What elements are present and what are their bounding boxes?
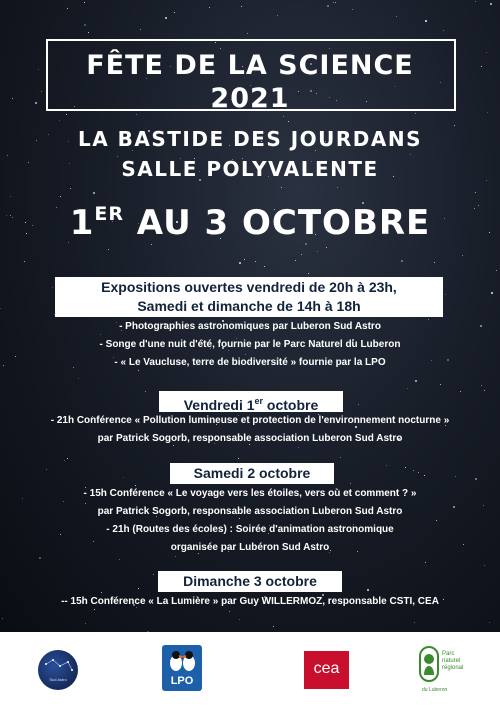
dimanche-item: -- 15h Conférence « La Lumière » par Guy WILLERMOZ, responsable CSTI, CEA [61, 596, 439, 607]
star [239, 262, 241, 264]
star [123, 477, 124, 478]
star [475, 1, 476, 2]
expo-heading-line2: Samedi et dimanche de 14h à 18h [137, 298, 361, 314]
star [335, 2, 336, 3]
star [481, 385, 482, 386]
dates-day: 1 [69, 203, 95, 243]
star [445, 294, 446, 295]
star [59, 120, 60, 121]
star [174, 12, 175, 13]
star [85, 503, 86, 504]
star [288, 121, 289, 122]
star [7, 155, 8, 156]
star [239, 619, 240, 620]
event-year: 2021 [210, 83, 290, 114]
star [273, 626, 274, 627]
vendredi-heading-main: Vendredi 1 [183, 397, 255, 413]
star [67, 458, 68, 459]
star [64, 460, 65, 461]
star [135, 485, 136, 486]
star [367, 589, 369, 591]
star [24, 261, 25, 262]
star [153, 574, 154, 575]
star [67, 8, 68, 9]
star [401, 260, 403, 262]
star [475, 192, 476, 193]
star [241, 6, 242, 7]
star [46, 469, 47, 470]
star [66, 114, 67, 115]
event-title: FÊTE DE LA SCIENCE [86, 50, 414, 81]
star [244, 259, 245, 260]
star [443, 30, 444, 31]
star [350, 483, 351, 484]
vendredi-heading-sup: er [254, 396, 264, 406]
star [434, 262, 435, 263]
vendredi-heading [159, 391, 343, 412]
cea-text: cea [313, 660, 340, 677]
star [396, 16, 397, 17]
dates-sup: ER [94, 203, 124, 225]
constellation-icon [38, 650, 78, 690]
star [245, 354, 246, 355]
dates-rest: AU 3 OCTOBRE [123, 203, 431, 243]
star [0, 308, 1, 309]
vendredi-item: par Patrick Sogorb, responsable association Luberon Sud Astro [97, 433, 403, 444]
star [108, 249, 109, 250]
star [52, 287, 53, 288]
star [484, 565, 485, 566]
star [301, 254, 302, 255]
star [454, 125, 455, 126]
parc-text-line2: naturel [442, 658, 461, 664]
star [238, 458, 239, 459]
expo-item: - « Le Vaucluse, terre de biodiversité » fournie par la LPO [114, 357, 386, 368]
star [355, 426, 357, 428]
expo-heading-line1: Expositions ouvertes vendredi de 20h à 23h, [101, 279, 397, 295]
star [440, 384, 441, 385]
star [281, 187, 282, 188]
star [415, 380, 417, 382]
parc-luberon-logo [418, 641, 464, 699]
expo-heading-box [55, 277, 443, 317]
samedi-item: organisée par Lubéron Sud Astro [170, 542, 330, 553]
star [264, 266, 265, 267]
star [317, 251, 318, 252]
vendredi-heading-end: octobre [263, 397, 319, 413]
expo-item: - Photographies astronomiques par Luberon Sud Astro [119, 321, 381, 332]
star [136, 607, 137, 608]
parc-text-line4: du Luberon [422, 687, 448, 693]
star [305, 243, 307, 245]
dimanche-heading: Dimanche 3 octobre [158, 571, 342, 592]
star [436, 520, 437, 521]
lpo-logo [162, 645, 202, 691]
star [239, 518, 240, 519]
star [490, 3, 492, 5]
star [407, 388, 408, 389]
star [425, 562, 426, 563]
tree-icon [418, 645, 440, 685]
star [496, 270, 497, 271]
location-town: LA BASTIDE DES JOURDANS [77, 127, 423, 151]
star [119, 559, 120, 560]
star [405, 467, 406, 468]
samedi-item: - 15h Conférence « Le voyage vers les étoiles, vers où et comment ? » [83, 488, 417, 499]
samedi-item: par Patrick Sogorb, responsable association Luberon Sud Astro [97, 506, 403, 517]
star [352, 9, 353, 10]
star [10, 196, 11, 197]
star [460, 391, 461, 392]
star [140, 29, 141, 30]
star [255, 261, 256, 262]
parc-text-line1: Parc [442, 651, 455, 657]
star [78, 378, 79, 379]
star [386, 465, 387, 466]
expo-item: - Songe d'une nuit d'été, fournie par le Parc Naturel du Luberon [99, 339, 401, 350]
star [413, 470, 414, 471]
star [277, 15, 278, 16]
star [333, 2, 334, 3]
star [462, 255, 463, 256]
star [138, 588, 139, 589]
star [101, 592, 102, 593]
star [209, 7, 210, 8]
star [418, 472, 419, 473]
lpo-text: LPO [170, 675, 194, 687]
star [283, 116, 284, 117]
star [84, 2, 85, 3]
puffin-icon [162, 645, 202, 675]
star [138, 370, 139, 371]
star [489, 622, 490, 623]
star [484, 390, 485, 391]
samedi-heading: Samedi 2 octobre [170, 463, 334, 484]
parc-text-line3: régional [442, 665, 464, 671]
star [2, 618, 3, 619]
star [327, 5, 329, 7]
cea-logo [304, 651, 349, 689]
parc-text [442, 651, 463, 672]
star [84, 24, 86, 26]
star [491, 292, 493, 294]
star [165, 17, 167, 19]
star [414, 622, 415, 623]
star [247, 33, 248, 34]
star [455, 476, 456, 477]
star [326, 247, 327, 248]
event-dates [0, 203, 500, 243]
samedi-item: - 21h (Routes des écoles) : Soirée d'animation astronomique [106, 524, 394, 535]
star [358, 404, 359, 405]
star [425, 20, 427, 22]
star [410, 154, 411, 155]
partner-logos-bar [0, 632, 500, 706]
luberon-sud-astro-logo [38, 650, 78, 690]
lsa-text: Sud Astro [49, 677, 67, 682]
star [151, 244, 152, 245]
star [100, 334, 101, 335]
star [88, 32, 89, 33]
star [63, 501, 64, 502]
star [298, 447, 299, 448]
star [173, 445, 174, 446]
star [85, 623, 86, 624]
star [60, 196, 61, 197]
star [70, 188, 71, 189]
star [39, 557, 41, 559]
star [175, 556, 176, 557]
star [340, 457, 341, 458]
star [475, 478, 477, 480]
star [295, 260, 296, 261]
vendredi-item: - 21h Conférence « Pollution lumineuse et protection de l'environnement nocturne » [50, 415, 450, 426]
star [249, 444, 250, 445]
location-venue: SALLE POLYVALENTE [121, 157, 379, 181]
star [94, 609, 95, 610]
star [337, 187, 338, 188]
star [229, 611, 230, 612]
star [424, 475, 425, 476]
star [308, 273, 309, 274]
star [145, 391, 146, 392]
star [93, 192, 95, 194]
star [136, 114, 137, 115]
